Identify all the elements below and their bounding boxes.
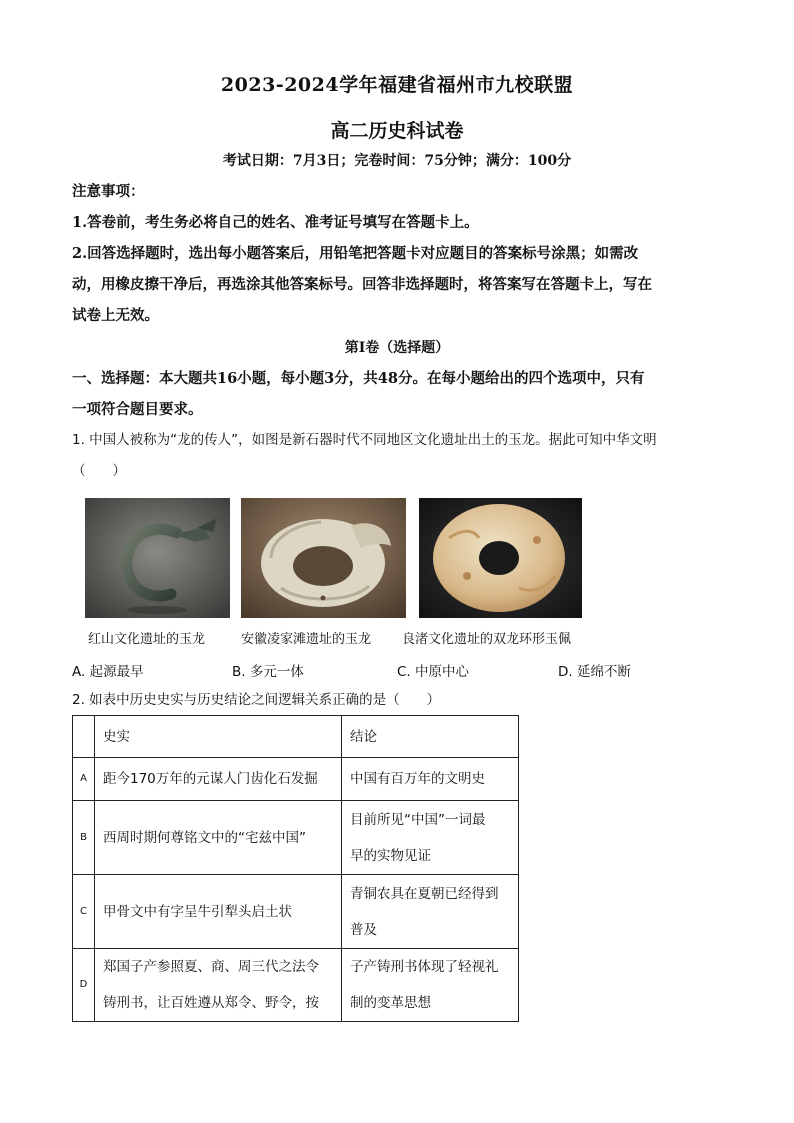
q2-table xyxy=(72,715,519,1022)
table-header-row xyxy=(73,716,519,758)
table-row-b xyxy=(73,801,519,875)
q1-stem-line2: （ ） xyxy=(72,463,126,479)
section-instruction-line1: 一、选择题：本大题共16小题，每小题3分，共48分。在每小题给出的四个选项中，只有 xyxy=(72,370,645,387)
table-header-conclusion: 结论 xyxy=(342,716,519,758)
row-conclusion xyxy=(342,949,519,1022)
row-fact-line1: 甲骨文中有字呈牛引犁头启土状 xyxy=(103,903,292,920)
q1-option-a[interactable]: A. 起源最早 xyxy=(72,664,144,680)
table-row-a xyxy=(73,758,519,801)
notice-item-2-line2: 动，用橡皮擦干净后，再选涂其他答案标号。回答非选择题时，将答案写在答题卡上，写在 xyxy=(72,276,652,293)
section-instruction-line2: 一项符合题目要求。 xyxy=(72,401,203,418)
row-conclusion-line1: 中国有百万年的文明史 xyxy=(350,771,485,787)
notice-item-1: 1.答卷前，考生务必将自己的姓名、准考证号填写在答题卡上。 xyxy=(72,214,479,231)
row-conclusion-line2: 普及 xyxy=(350,921,377,938)
q1-option-c[interactable]: C. 中原中心 xyxy=(397,664,470,680)
table-row-c xyxy=(73,875,519,949)
caption-liangzhu: 良渚文化遗址的双龙环形玉佩 xyxy=(402,632,572,647)
table-header-fact: 史实 xyxy=(95,716,342,758)
row-conclusion xyxy=(342,758,519,801)
table-row-d xyxy=(73,949,519,1022)
jade-dragon-hongshan-image xyxy=(85,498,230,618)
row-label: B xyxy=(73,801,95,875)
notice-item-2-line1: 2.回答选择题时，选出每小题答案后，用铅笔把答题卡对应题目的答案标号涂黑；如需改 xyxy=(72,245,639,262)
row-fact-line2: 铸刑书，让百姓遵从郑令、野令，按 xyxy=(103,995,319,1011)
notice-item-2-line3: 试卷上无效。 xyxy=(72,307,159,324)
table-header-blank xyxy=(73,716,95,758)
row-conclusion-line2: 早的实物见证 xyxy=(350,847,431,864)
q1-option-d[interactable]: D. 延绵不断 xyxy=(558,664,631,680)
section-title: 第Ⅰ卷（选择题） xyxy=(344,340,450,356)
jade-pendant-liangzhu-image xyxy=(419,498,582,618)
row-fact xyxy=(95,801,342,875)
caption-hongshan: 红山文化遗址的玉龙 xyxy=(88,632,206,647)
row-conclusion-line2: 制的变革思想 xyxy=(350,995,431,1011)
q1-option-b[interactable]: B. 多元一体 xyxy=(232,664,304,680)
row-fact xyxy=(95,949,342,1022)
caption-lingjiatan: 安徽凌家滩遗址的玉龙 xyxy=(241,632,372,647)
row-fact-line1: 郑国子产参照夏、商、周三代之法令 xyxy=(103,959,319,975)
exam-title-line2: 高二历史科试卷 xyxy=(330,120,464,142)
jade-dragon-lingjiatan-image xyxy=(241,498,406,618)
row-fact-line1: 距今170万年的元谋人门齿化石发掘 xyxy=(103,771,318,787)
row-fact xyxy=(95,758,342,801)
row-label: A xyxy=(73,758,95,801)
exam-info: 考试日期：7月3日；完卷时间：75分钟；满分：100分 xyxy=(222,153,572,169)
row-conclusion xyxy=(342,875,519,949)
q2-stem: 2. 如表中历史史实与历史结论之间逻辑关系正确的是（ ） xyxy=(72,692,441,708)
notice-heading: 注意事项： xyxy=(72,183,145,200)
exam-title-line1: 2023-2024学年福建省福州市九校联盟 xyxy=(220,74,574,96)
row-fact xyxy=(95,875,342,949)
row-label: C xyxy=(73,875,95,949)
row-conclusion-line1: 目前所见“中国”一词最 xyxy=(350,811,486,828)
q1-stem-line1: 1. 中国人被称为“龙的传人”，如图是新石器时代不同地区文化遗址出土的玉龙。据此可知中华文明 xyxy=(72,432,657,448)
row-conclusion-line1: 子产铸刑书体现了轻视礼 xyxy=(350,959,499,975)
row-conclusion-line1: 青铜农具在夏朝已经得到 xyxy=(350,885,499,902)
row-label: D xyxy=(73,949,95,1022)
row-conclusion xyxy=(342,801,519,875)
row-fact-line1: 西周时期何尊铭文中的“宅兹中国” xyxy=(103,829,306,846)
